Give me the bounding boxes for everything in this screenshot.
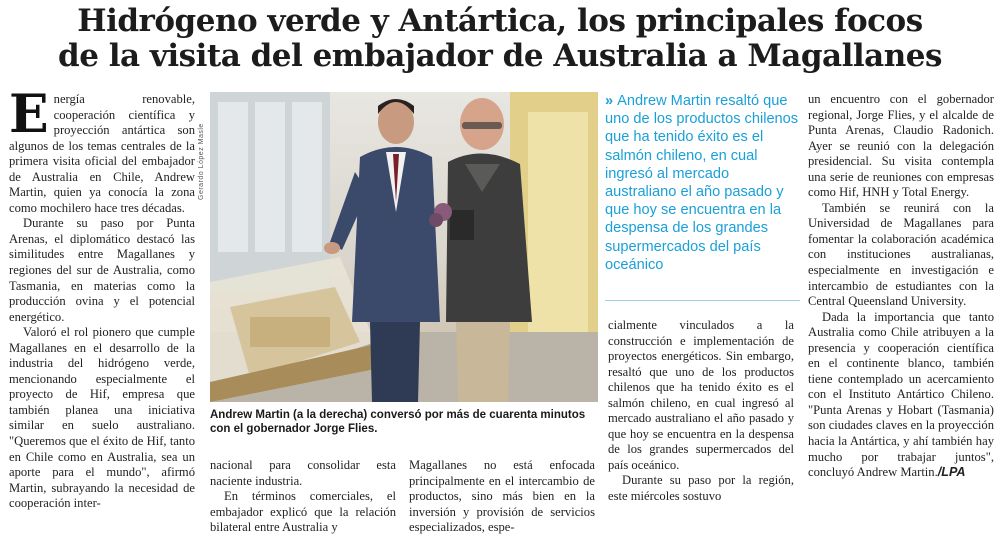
headline-line-1: Hidrógeno verde y Antártica, los principales focos (77, 3, 923, 39)
article-photo (210, 92, 598, 402)
paragraph-2: Durante su paso por Punta Arenas, el diplomático destacó las similitudes entre Magallanes y regiones del sur de Australia, como Tasmania, en materias como la producción ovina y el potencial energético. (9, 216, 195, 324)
paragraph: En términos comerciales, el embajador explicó que la relación bilateral entre Australia y (210, 489, 396, 535)
pull-quote-rule (605, 300, 800, 301)
paragraph: También se reunirá con la Universidad de Magallanes para fomentar la colaboración académica con instituciones australianas, especialmente en investigación e intercambio de estudiantes con la Central Queensland University. (808, 200, 994, 309)
double-arrow-icon: » (605, 93, 614, 109)
signature: /LPA (937, 465, 966, 480)
paragraph: Magallanes no está enfocada principalmente en el intercambio de productos, sino más bien en la inversión y provisión de servicios especializados, espe- (409, 458, 595, 535)
paragraph: Durante su paso por la región, este miércoles sostuvo (608, 473, 794, 504)
headline-line-2: de la visita del embajador de Australia a Magallanes (58, 38, 942, 74)
paragraph-1: Energía renovable, cooperación científica y proyección antártica son algunos de los temas centrales de la primera visita oficial del embajador de Australia en Chile, Andrew Martin, quien ya conocía la zona como mochilero hace tres décadas. (9, 84, 195, 215)
headline (0, 4, 1000, 74)
pull-quote-text: Andrew Martin resaltó que uno de los productos chilenos que ha tenido éxito es el salmón chileno, en cual ingresó al mercado australiano el año pasado y que hoy se encuentra en la despensa de los grandes supermercados del país oceánico (605, 93, 799, 273)
column-4 (808, 92, 994, 481)
column-1 (9, 84, 195, 512)
column-3b (608, 318, 794, 505)
photo-illustration (210, 92, 598, 402)
dropcap: E (9, 84, 49, 145)
pull-quote (605, 92, 800, 274)
paragraph: un encuentro con el gobernador regional, Jorge Flies, y el alcalde de Punta Arenas, Claudio Radonich. Ayer se reunió con la delegación presidencial. Su visita contempla una serie de reuniones con empresas como Hif, HNH y Total Energy. (808, 92, 994, 200)
column-3-bottom (409, 458, 595, 536)
paragraph: Dada la importancia que tanto Australia como Chile atribuyen a la presencia y cooperación científica en el continente blanco, también tiene contemplado un acercamiento con el Instituto Antártico Chileno. "Punta Arenas y Hobart (Tasmania) son ciudades claves en la proyección hacia la Antártica, y ahí también hay mucho por trabajar juntos", concluyó Andrew Martin./LPA (808, 309, 994, 480)
photo-credit: Gerardo López Masle (198, 123, 205, 200)
paragraph: nacional para consolidar esta naciente industria. (210, 458, 396, 488)
photo-caption: Andrew Martin (a la derecha) conversó por más de cuarenta minutos con el gobernador Jorge Flies. (210, 409, 586, 435)
column-2-bottom (210, 458, 396, 536)
paragraph: cialmente vinculados a la construcción e implementación de proyectos energéticos. Sin embargo, resaltó que uno de los productos chilenos que ha tenido éxito es el salmón chileno, en cual ingresó al mercado australiano el año pasado y que hoy se encuentra en la despensa de los grandes supermercados del país oceánico. (608, 318, 794, 472)
paragraph-3: Valoró el rol pionero que cumple Magallanes en el desarrollo de la industria del hidrógeno verde, mencionando especialmente el proyecto de Hif, empresa que también planea una iniciativa similar en suelo australiano. "Queremos que el éxito de Hif, tanto en Chile como en Australia, sea un aporte para el mundo", afirmó Martin, subrayando la necesidad de cooperación inter- (9, 325, 195, 511)
